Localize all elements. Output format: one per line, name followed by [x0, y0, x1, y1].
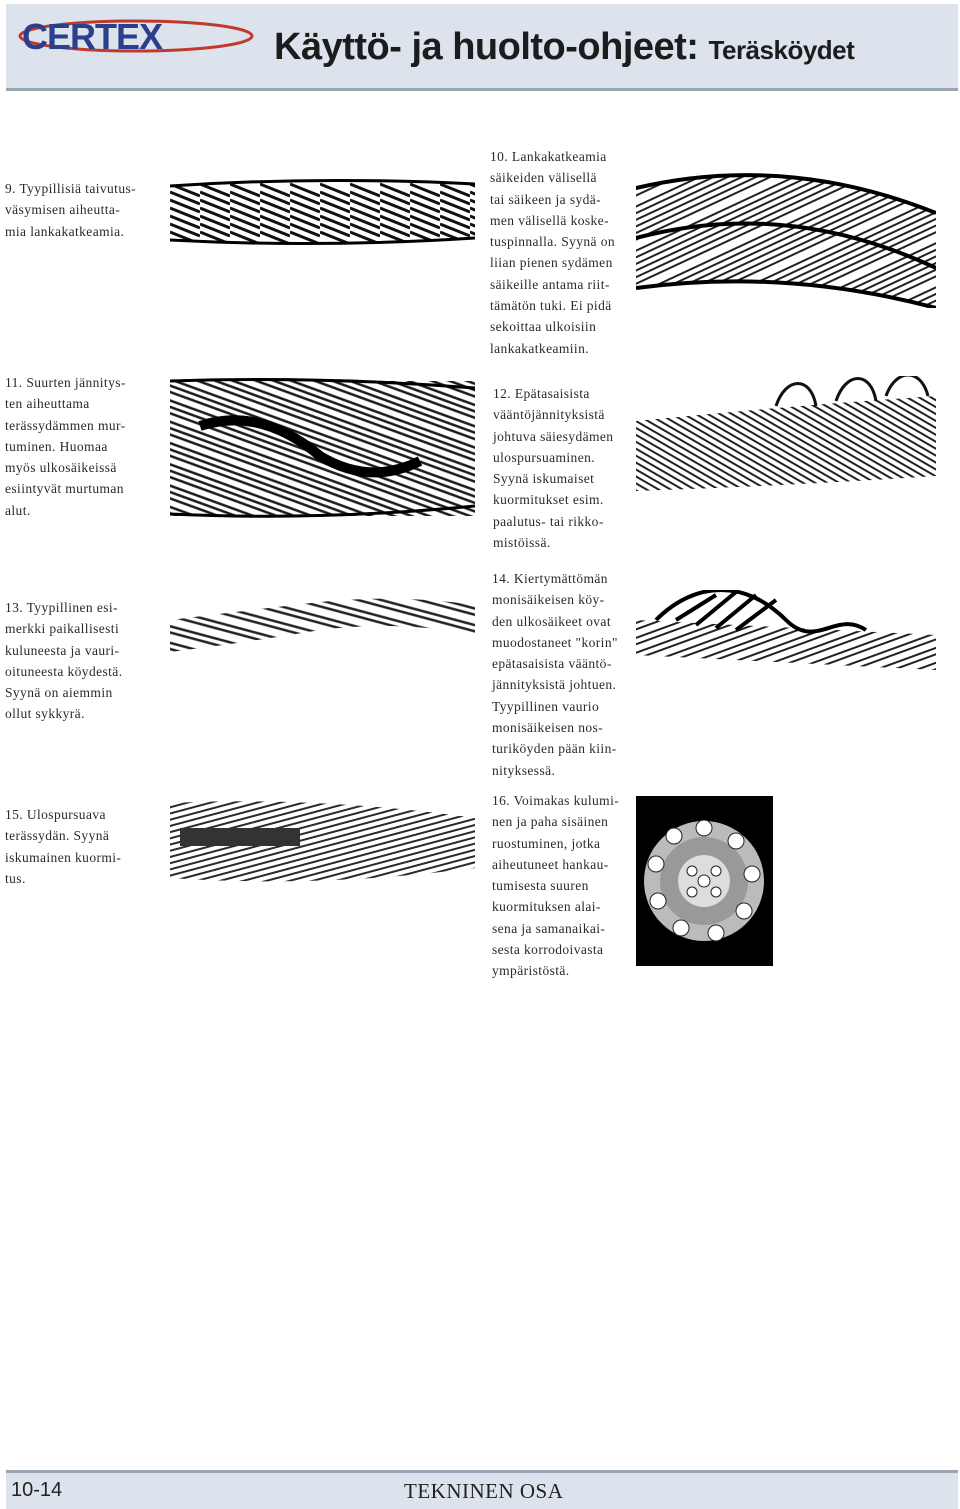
caption-11: 11. Suurten jännitys- ten aiheuttama terässydämmen mur- tuminen. Huomaa myös ulkosäikeissä esiintyvät murtuman alut. — [5, 375, 126, 518]
rope-cross-section-photo-16 — [636, 796, 773, 966]
page-title: Käyttö- ja huolto-ohjeet: Teräsköydet — [274, 26, 855, 68]
page-header — [6, 4, 958, 91]
page-subtitle: Teräsköydet — [708, 35, 855, 65]
caption-14: 14. Kiertymättömän monisäikeisen köy- den ulkosäikeet ovat muodostaneet "korin" epätasaisista vääntö- jännityksistä johtuen. Tyypillinen vaurio monisäikeisen nos- turiköyden pään kiin- nityksessä. — [492, 571, 618, 778]
rope-photo-11 — [170, 376, 475, 521]
rope-photo-12 — [636, 376, 936, 501]
caption-10: 10. Lankakatkeamia säikeiden välisellä tai säikeen ja sydä- men välisellä koske- tuspinnalla. Syynä on liian pienen sydämen säikeille antama riit- tämätön tuki. Ei pidä sekoittaa ulkoisiin lankakatkeamiin. — [490, 149, 616, 356]
caption-12: 12. Epätasaisista vääntöjännityksistä johtuva säiesydämen ulospursuaminen. Syynä iskumaiset kuormitukset esim. paalutus- tai rikko- mistöissä. — [493, 386, 614, 551]
certex-logo — [16, 16, 256, 56]
rope-photo-10 — [636, 158, 936, 308]
rope-photo-14 — [636, 590, 936, 680]
rope-photo-15 — [170, 798, 475, 883]
caption-15: 15. Ulospursuava terässydän. Syynä iskumainen kuormi- tus. — [5, 807, 122, 886]
caption-16: 16. Voimakas kulumi- nen ja paha sisäinen ruostuminen, jotka aiheutuneet hankau- tumisesta suuren kuormituksen alai- sena ja samanaikai- sesta korrodoivasta ympäristöstä. — [492, 793, 620, 979]
page-footer — [6, 1470, 958, 1509]
caption-9: 9. Tyypillisiä taivutus- väsymisen aiheutta- mia lankakatkeamia. — [5, 181, 137, 239]
rope-photo-13 — [170, 590, 475, 665]
page-number: 10-14 — [11, 1479, 63, 1501]
rope-photo-9 — [170, 176, 475, 248]
section-name: TEKNINEN OSA — [404, 1479, 564, 1503]
logo-text: CERTEX — [22, 16, 163, 56]
caption-13: 13. Tyypillinen esi- merkki paikallisesti kuluneesta ja vauri- oituneesta köydestä. Syynä on aiemmin ollut sykkyrä. — [5, 600, 123, 722]
